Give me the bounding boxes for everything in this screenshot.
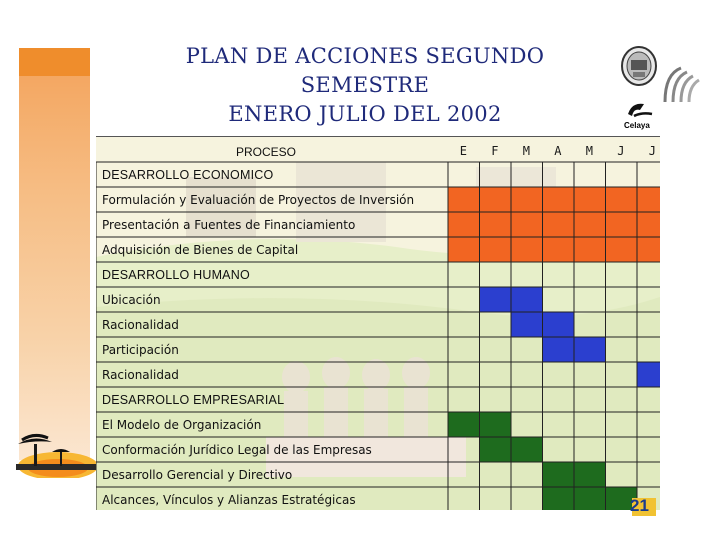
schedule-cell-filled [511,312,543,337]
activity-label: Racionalidad [102,318,179,332]
process-column-header: PROCESO [236,145,297,159]
activity-label: Desarrollo Gerencial y Directivo [102,468,293,482]
schedule-cell-filled [574,487,606,510]
gantt-table [96,136,660,510]
schedule-cell-filled [606,212,638,237]
activity-label: Presentación a Fuentes de Financiamiento [102,218,356,232]
schedule-cell-filled [480,187,512,212]
schedule-cell-filled [637,187,660,212]
schedule-cell-filled [480,412,512,437]
schedule-cell-filled [637,237,660,262]
activity-label: Conformación Jurídico Legal de las Empresas [102,443,372,457]
schedule-cell-filled [543,462,575,487]
section-header: DESARROLLO HUMANO [102,268,250,282]
month-header: E [459,144,467,158]
schedule-cell-filled [543,487,575,510]
schedule-cell-filled [480,437,512,462]
schedule-cell-filled [543,187,575,212]
month-header: M [585,144,593,158]
sidebar-bar-top [19,48,90,76]
month-header: J [648,144,656,158]
tree-sunset-logo [14,430,96,478]
schedule-cell-filled [543,212,575,237]
title-line-2: SEMESTRE [300,73,430,97]
schedule-cell-filled [574,462,606,487]
schedule-cell-filled [480,212,512,237]
schedule-cell-filled [574,212,606,237]
schedule-cell-filled [448,237,480,262]
schedule-cell-filled [448,212,480,237]
activity-label: Formulación y Evaluación de Proyectos de Inversión [102,193,415,207]
waves-logo [661,62,701,106]
schedule-cell-filled [448,412,480,437]
schedule-cell-filled [511,212,543,237]
schedule-cell-filled [543,337,575,362]
schedule-cell-filled [448,187,480,212]
month-header: J [617,144,625,158]
schedule-cell-filled [480,237,512,262]
activity-label: El Modelo de Organización [102,418,262,432]
celaya-logo-text: Celaya [624,121,650,130]
page-title [150,42,580,129]
activity-label: Participación [102,343,179,357]
title-line-1: PLAN DE ACCIONES SEGUNDO [185,44,545,68]
schedule-cell-filled [606,237,638,262]
celaya-logo [622,100,660,136]
schedule-cell-filled [511,287,543,312]
section-header: DESARROLLO EMPRESARIAL [102,393,285,407]
activity-label: Racionalidad [102,368,179,382]
schedule-cell-filled [480,287,512,312]
government-seal-logo [619,44,659,88]
month-header: M [522,144,530,158]
schedule-cell-filled [511,187,543,212]
month-header: F [491,144,499,158]
page-number: 21 [630,496,649,515]
month-header: A [554,144,562,158]
section-header: DESARROLLO ECONOMICO [102,168,274,182]
activity-label: Ubicación [102,293,161,307]
schedule-cell-filled [574,237,606,262]
schedule-cell-filled [574,337,606,362]
schedule-cell-filled [637,212,660,237]
schedule-cell-filled [606,187,638,212]
title-line-3: ENERO JULIO DEL 2002 [228,102,502,126]
schedule-cell-filled [574,187,606,212]
schedule-cell-filled [543,312,575,337]
schedule-cell-filled [637,362,660,387]
schedule-cell-filled [511,237,543,262]
sidebar-decorative-bar [19,48,90,460]
schedule-cell-filled [543,237,575,262]
schedule-cell-filled [511,437,543,462]
activity-label: Alcances, Vínculos y Alianzas Estratégicas [102,493,356,507]
activity-label: Adquisición de Bienes de Capital [102,243,299,257]
